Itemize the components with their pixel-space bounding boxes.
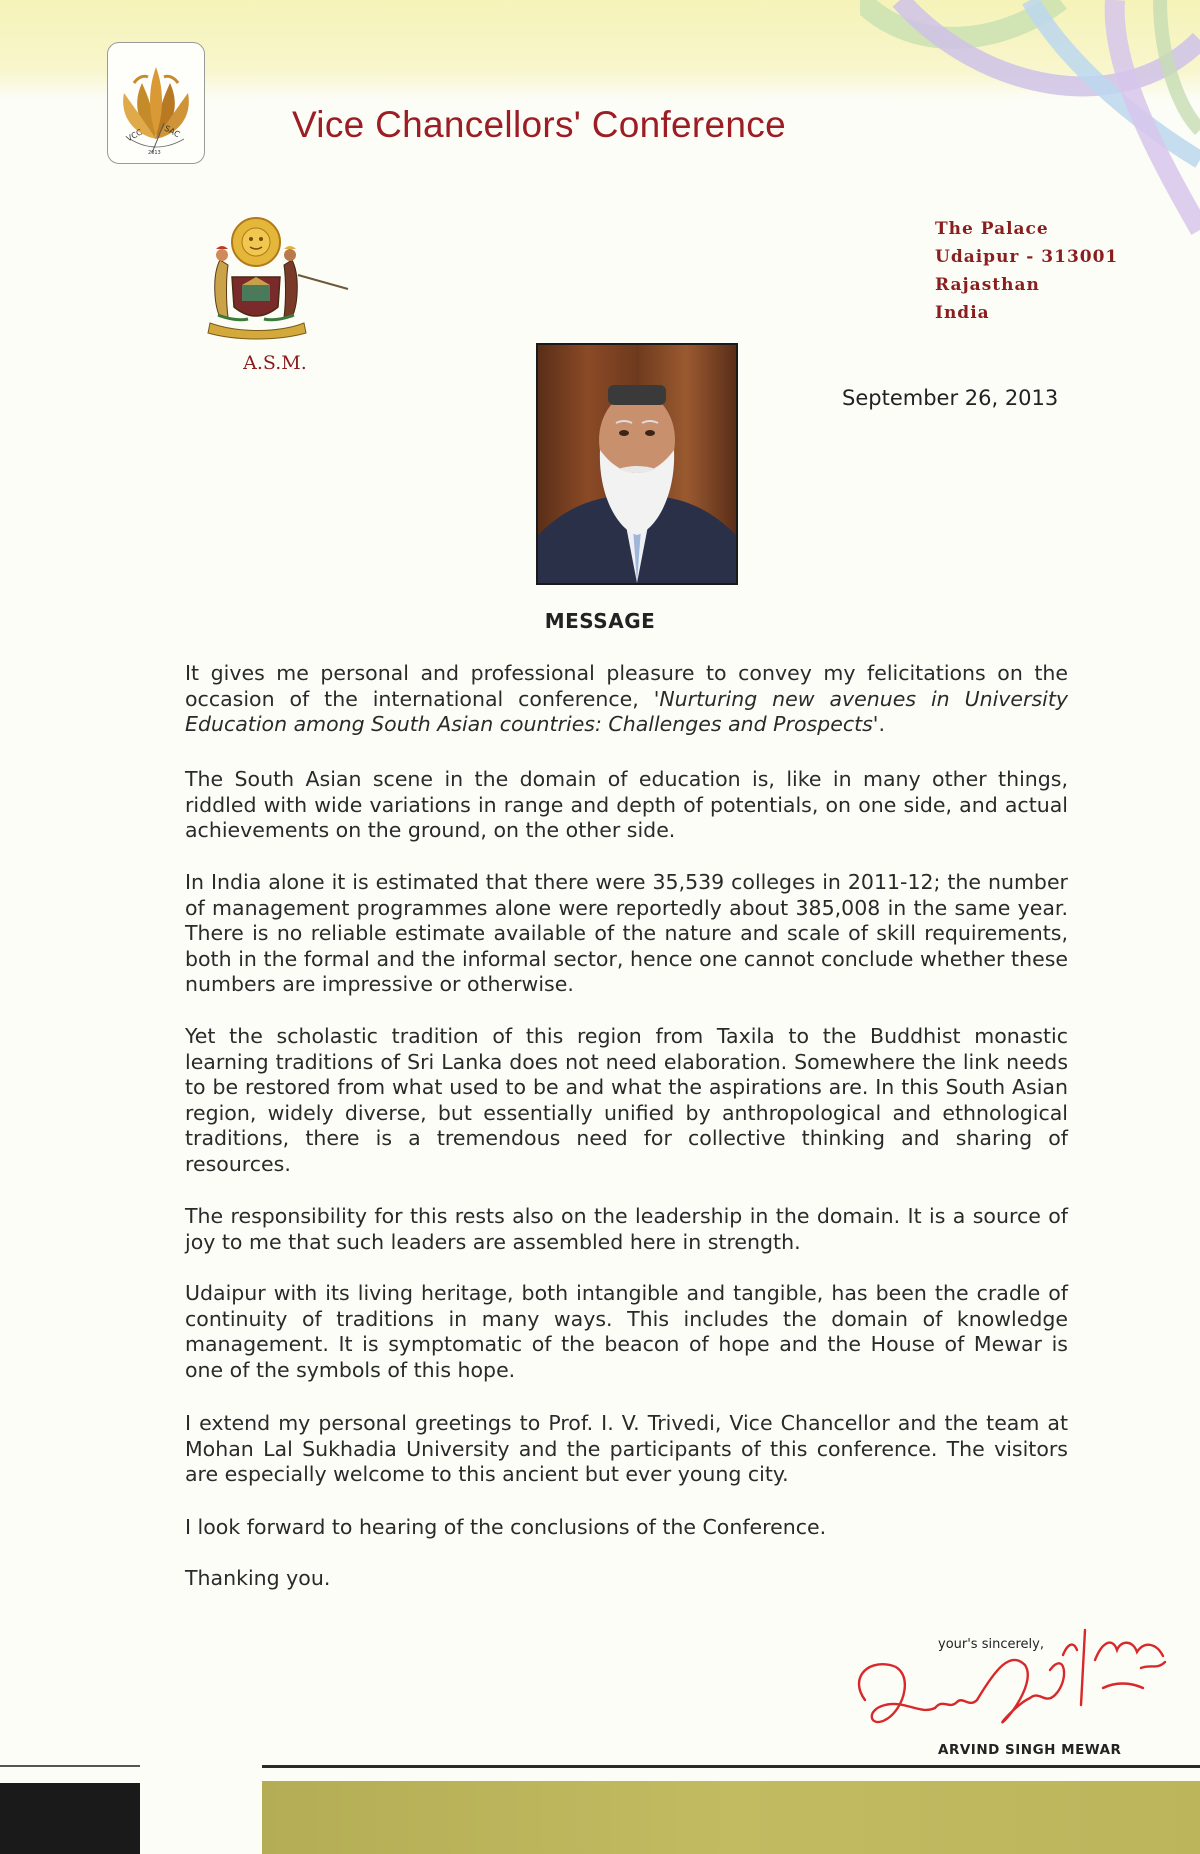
address-line: India bbox=[935, 303, 990, 323]
paragraph: The South Asian scene in the domain of education is, like in many other things, riddled with wide variations in range and depth of potentials, on one side, and actual achievements on the ground, on the other side. bbox=[185, 767, 1068, 842]
crest-label: A.S.M. bbox=[243, 352, 307, 374]
paragraph: Udaipur with its living heritage, both intangible and tangible, has been the cradle of continuity of traditions in many ways. This includes the domain of knowledge management. It is symptomatic of the beacon of hope and the House of Mewar is one of the symbols of this hope. bbox=[185, 1281, 1068, 1382]
decorative-swirls bbox=[860, 0, 1200, 240]
signature-block bbox=[845, 1610, 1175, 1760]
footer-rule bbox=[262, 1765, 1200, 1768]
letter-date: September 26, 2013 bbox=[842, 386, 1059, 410]
handwritten-signature bbox=[845, 1610, 1175, 1740]
closing-line: your's sincerely, bbox=[938, 1637, 1044, 1652]
message-heading: MESSAGE bbox=[544, 609, 656, 633]
conference-logo bbox=[107, 42, 205, 164]
address-line: Udaipur - 313001 bbox=[935, 247, 1119, 267]
signer-name: ARVIND SINGH MEWAR bbox=[938, 1742, 1122, 1758]
paragraph: In India alone it is estimated that there were 35,539 colleges in 2011-12; the number of management programmes alone were reportedly about 385,008 in the same year. There is no reliable estimate available of the nature and scale of skill requirements, both in the formal and the informal sector, hence one cannot conclude whether these numbers are impressive or otherwise. bbox=[185, 870, 1068, 996]
paragraph bbox=[185, 661, 1068, 738]
footer-block-dark bbox=[0, 1783, 140, 1854]
logo-text-sac: SAC bbox=[162, 123, 182, 140]
paragraph-text: . bbox=[878, 712, 885, 736]
logo-text-vcc: VCC bbox=[124, 127, 144, 144]
letterhead-address bbox=[935, 215, 1118, 327]
paragraph-text: It gives me personal and professional pleasure to convey my felicitations on the occasion of the international conference, bbox=[185, 661, 1068, 711]
coat-of-arms-icon bbox=[198, 215, 358, 350]
paragraph: I look forward to hearing of the conclusions of the Conference. bbox=[185, 1515, 827, 1539]
conference-title: Vice Chancellors' Conference bbox=[292, 104, 786, 145]
footer-rule bbox=[0, 1765, 140, 1767]
footer-band bbox=[262, 1781, 1200, 1854]
logo-year: 2013 bbox=[148, 150, 161, 156]
address-line: Rajasthan bbox=[935, 275, 1040, 295]
conference-theme: 'Nurturing new avenues in University Education among South Asian countries: Challenges and Prospects' bbox=[185, 686, 1068, 736]
address-line: The Palace bbox=[935, 219, 1049, 239]
paragraph: I extend my personal greetings to Prof. I. V. Trivedi, Vice Chancellor and the team at Mohan Lal Sukhadia University and the participants of this conference. The visitors are especially welcome to this ancient but ever young city. bbox=[185, 1411, 1068, 1486]
paragraph: The responsibility for this rests also on the leadership in the domain. It is a source of joy to me that such leaders are assembled here in strength. bbox=[185, 1204, 1068, 1254]
lotus-leaf-logo-icon bbox=[108, 43, 204, 163]
paragraph: Yet the scholastic tradition of this region from Taxila to the Buddhist monastic learning traditions of Sri Lanka does not need elaboration. Somewhere the link needs to be restored from what used to be and what the aspirations are. In this South Asian region, widely diverse, but essentially unified by anthropological and ethnological traditions, there is a tremendous need for collective thinking and sharing of resources. bbox=[185, 1024, 1068, 1176]
paragraph: Thanking you. bbox=[185, 1566, 331, 1590]
portrait-photo bbox=[536, 343, 738, 585]
